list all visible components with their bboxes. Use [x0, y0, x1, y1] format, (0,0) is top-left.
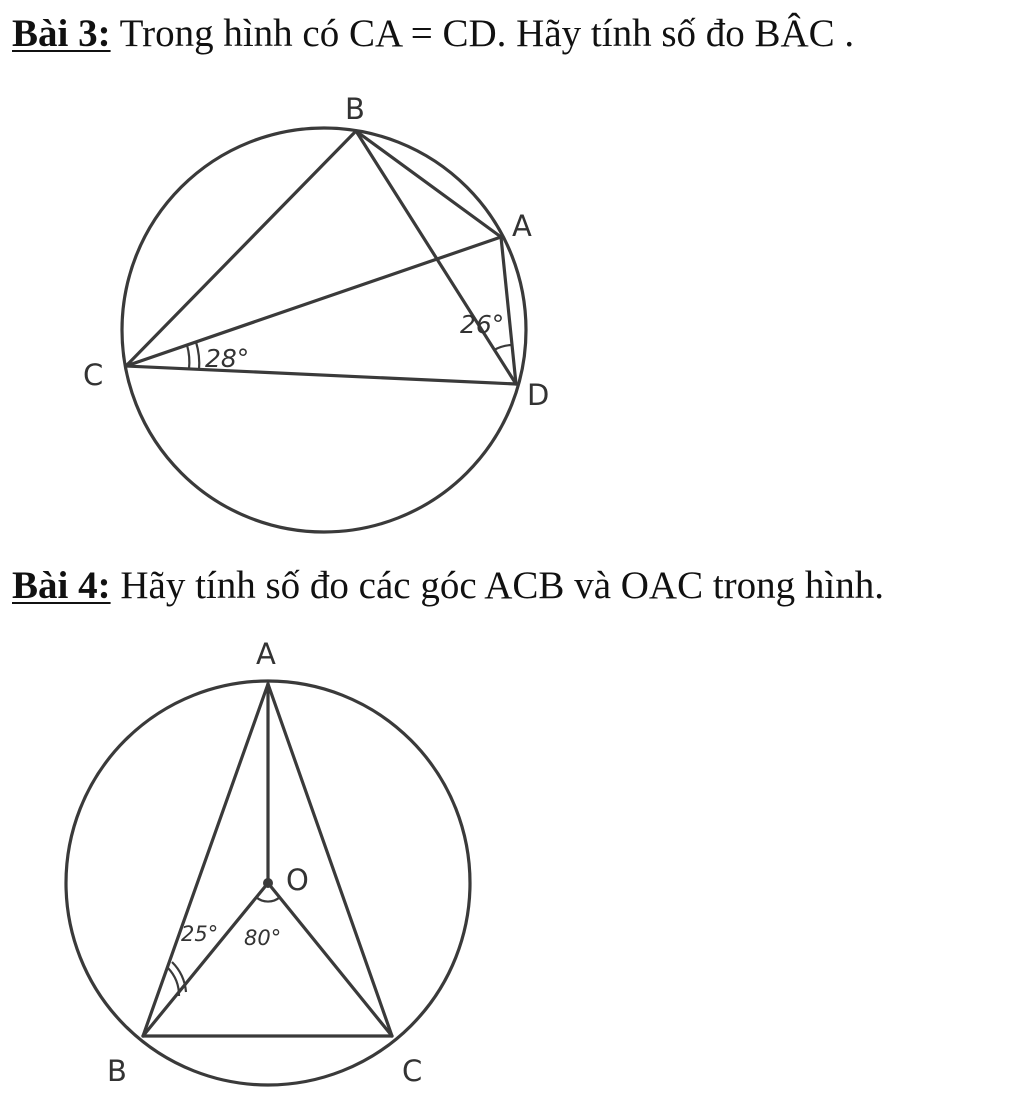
problem-4-figure — [0, 600, 1024, 1098]
fig3-point-B: B — [345, 92, 365, 126]
fig4-point-C: C — [402, 1054, 423, 1088]
fig4-point-O: O — [286, 863, 309, 897]
fig4-point-B: B — [107, 1054, 127, 1088]
fig4-angle-label-O: 80° — [244, 926, 282, 950]
fig3-segment-BD — [356, 131, 516, 384]
fig3-segment-CA — [126, 237, 501, 366]
fig3-angle-mark-C-2 — [196, 342, 199, 370]
fig3-segment-CD — [126, 366, 516, 384]
fig4-point-A: A — [256, 637, 276, 671]
fig4-segment-AC — [268, 684, 392, 1036]
fig4-angle-label-B: 25° — [181, 922, 219, 946]
fig3-point-A: A — [512, 209, 532, 243]
fig4-segment-AB — [143, 684, 268, 1036]
fig4-segment-OB — [143, 883, 268, 1036]
fig3-point-C: C — [83, 358, 104, 392]
fig3-angle-label-D: 26° — [460, 310, 505, 339]
fig3-angle-mark-C-1 — [187, 345, 189, 369]
fig3-segment-BA — [356, 131, 501, 237]
problem-4-text: Hãy tính số đo các góc ACB và OAC trong hình. — [110, 564, 885, 607]
problem-3-label: Bài 3: — [12, 12, 111, 55]
problem-3-text: Trong hình có CA = CD. Hãy tính số đo BÂC . — [110, 12, 855, 55]
fig3-point-D: D — [527, 378, 550, 412]
fig3-segment-BC — [126, 131, 356, 366]
problem-4-label: Bài 4: — [12, 564, 111, 607]
fig4-segment-OC — [268, 883, 392, 1036]
fig4-angle-mark-O — [256, 897, 280, 902]
fig3-angle-label-C: 28° — [205, 344, 250, 373]
fig3-angle-mark-D — [494, 345, 511, 350]
fig4-center-dot — [263, 878, 273, 888]
